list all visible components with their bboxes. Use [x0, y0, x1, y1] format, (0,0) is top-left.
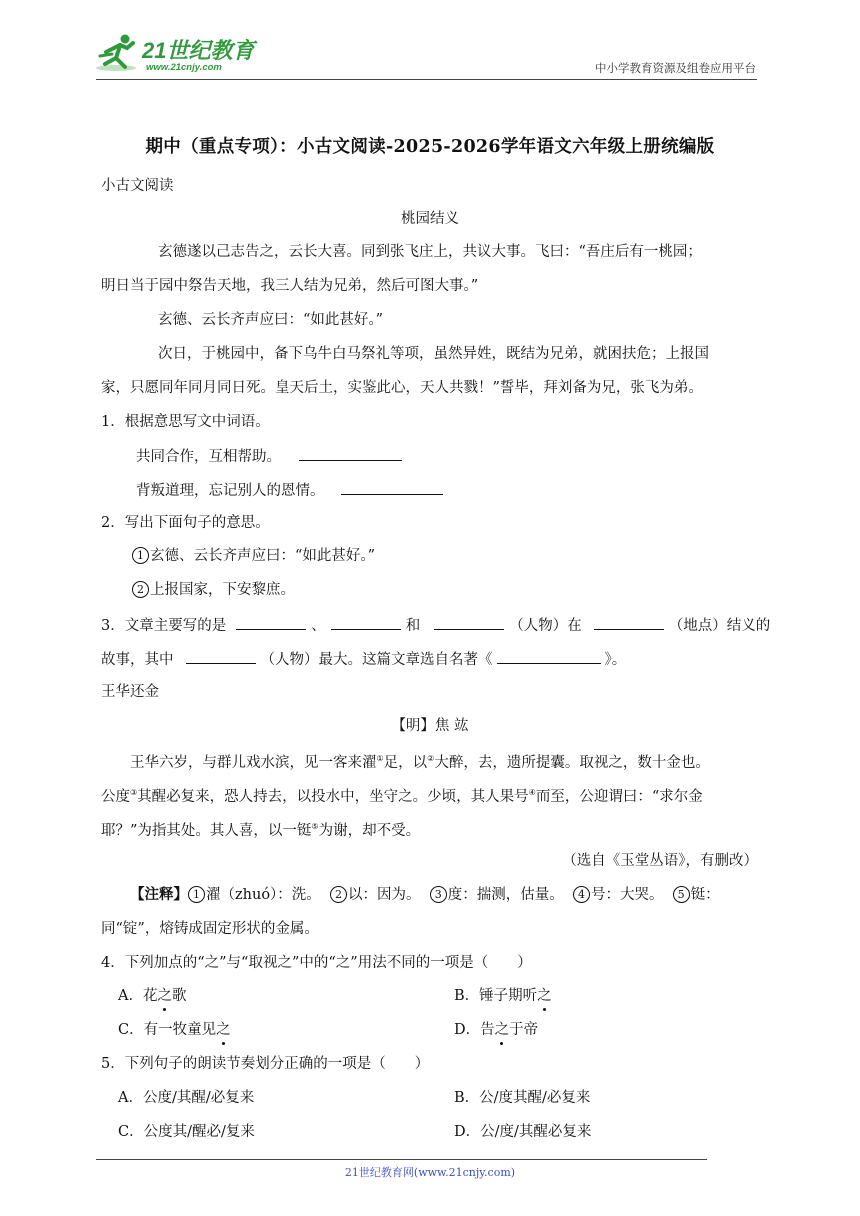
question-1-stem: 1．根据意思写文中词语。: [101, 414, 270, 430]
header-rule: [96, 79, 757, 80]
section-heading: 王华还金: [101, 684, 159, 700]
question-4-stem: 4．下列加点的“之”与“取视之”中的“之”用法不同的一项是（ ）: [101, 955, 532, 971]
emphasis-dot: 之: [537, 988, 552, 1004]
answer-blank[interactable]: [236, 614, 306, 630]
option-a[interactable]: A．公度/其醒/必复来: [118, 1090, 255, 1106]
annotation-line-1: 【注释】 1 濯（zhuó）：洗。 2 以：因为。 3 度：揣测，估量。 4 号：大哭。 5 铤：: [130, 886, 720, 903]
emphasis-dot: 之: [157, 988, 172, 1004]
option-d[interactable]: D．告之于帝: [454, 1022, 539, 1038]
option-b[interactable]: B．公/度其醒/必复来: [454, 1090, 591, 1106]
option-a[interactable]: A．花之歌: [118, 988, 187, 1004]
answer-blank[interactable]: [186, 648, 256, 664]
logo-url: www.21cnjy.com: [146, 62, 222, 73]
emphasis-dot: 之: [216, 1022, 231, 1038]
question-3-line-1: 3．文章主要写的是 、 和 （人物）在 （地点）结义的: [101, 614, 770, 636]
passage-author: 【明】焦 竑: [391, 718, 469, 734]
passage-line: 王华六岁，与群儿戏水滨，见一客来濯①足，以②大醉，去，遗所提囊。取视之，数十金也。: [130, 754, 710, 771]
question-5-stem: 5．下列句子的朗读节奏划分正确的一项是（ ）: [101, 1056, 430, 1072]
document-title: 期中（重点专项）：小古文阅读-2025-2026学年语文六年级上册统编版: [145, 137, 715, 157]
site-logo: [96, 32, 256, 76]
answer-blank[interactable]: [434, 614, 504, 630]
answer-blank[interactable]: [594, 614, 664, 630]
circle-number: 1: [132, 547, 149, 564]
option-b[interactable]: B．锤子期听之: [454, 988, 552, 1004]
option-d[interactable]: D．公/度/其醒必复来: [454, 1124, 592, 1140]
passage-title: 桃园结义: [401, 211, 459, 227]
passage-line: 公度③其醒必复来，恐人持去，以投水中，坐守之。少顷，其人果号④而至，公迎谓曰：“求尔金: [101, 788, 703, 805]
answer-blank[interactable]: [497, 648, 601, 664]
passage-source: （选自《玉堂丛语》，有删改）: [562, 853, 758, 869]
passage-line: 明日当于园中祭告天地，我三人结为兄弟，然后可图大事。”: [101, 278, 479, 294]
question-3-line-2: 故事，其中 （人物）最大。这篇文章选自名著《 》。: [101, 648, 626, 670]
circle-number: 2: [132, 581, 149, 598]
passage-line: 次日，于桃园中，备下乌牛白马祭礼等项，虽然异姓，既结为兄弟，就困扶危；上报国: [158, 346, 709, 362]
footer-rule: [96, 1159, 707, 1160]
footer-link[interactable]: 21世纪教育网(www.21cnjy.com): [344, 1166, 516, 1179]
emphasis-dot: 之: [494, 1022, 510, 1038]
answer-blank[interactable]: [299, 445, 402, 461]
header-platform: 中小学教育资源及组卷应用平台: [595, 61, 756, 75]
passage-line: 玄德、云长齐声应曰：“如此甚好。”: [158, 312, 384, 328]
question-1-b: 背叛道理，忘记别人的恩情。: [136, 479, 443, 501]
passage-line: 玄德遂以己志告之，云长大喜。同到张飞庄上，共议大事。飞曰：“吾庄后有一桃园；: [158, 244, 702, 260]
option-c[interactable]: C．公度其/醒必/复来: [118, 1124, 255, 1140]
answer-blank[interactable]: [341, 479, 443, 495]
question-1-a: 共同合作，互相帮助。: [136, 445, 402, 467]
option-c[interactable]: C．有一牧童见之: [118, 1022, 231, 1038]
answer-blank[interactable]: [331, 614, 401, 630]
annotation-line-2: 同“锭”，熔铸成固定形状的金属。: [101, 921, 319, 937]
question-2-item-2: 2 上报国家，下安黎庶。: [132, 580, 295, 600]
question-2-item-1: 1 玄德、云长齐声应曰：“如此甚好。”: [132, 546, 375, 566]
logo-brand: 21世纪教育: [142, 38, 255, 63]
passage-line: 耶？”为指其处。其人喜，以一铤⑤为谢，却不受。: [101, 822, 421, 839]
passage-line: 家，只愿同年同月同日死。皇天后土，实鉴此心，天人共戮！”誓毕，拜刘备为兄，张飞为弟。: [101, 380, 703, 396]
section-heading: 小古文阅读: [101, 178, 174, 194]
question-2-stem: 2．写出下面句子的意思。: [101, 515, 270, 531]
